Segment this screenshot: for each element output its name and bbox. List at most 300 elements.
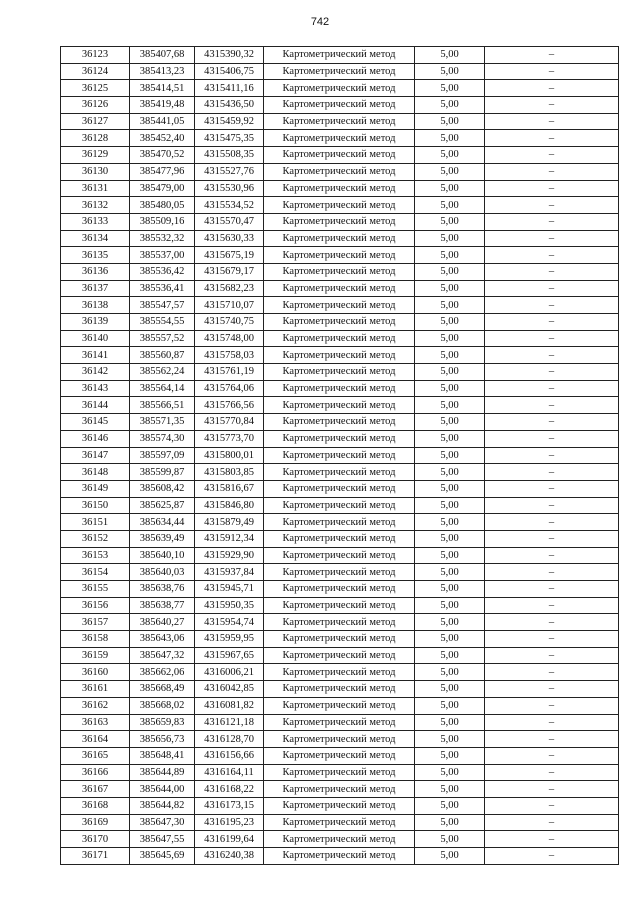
point-number-cell: 36129	[61, 147, 130, 164]
table-row	[61, 314, 619, 331]
note-cell: –	[485, 113, 619, 130]
method-cell: Картометрический метод	[264, 848, 415, 865]
method-cell: Картометрический метод	[264, 480, 415, 497]
x-coordinate-cell: 385647,32	[130, 647, 195, 664]
accuracy-cell: 5,00	[415, 530, 485, 547]
point-number-cell: 36123	[61, 47, 130, 64]
point-number-cell: 36141	[61, 347, 130, 364]
x-coordinate-cell: 385662,06	[130, 664, 195, 681]
x-coordinate-cell: 385560,87	[130, 347, 195, 364]
x-coordinate-cell: 385608,42	[130, 480, 195, 497]
x-coordinate-cell: 385557,52	[130, 330, 195, 347]
table-row	[61, 230, 619, 247]
method-cell: Картометрический метод	[264, 280, 415, 297]
table-row	[61, 764, 619, 781]
note-cell: –	[485, 380, 619, 397]
method-cell: Картометрический метод	[264, 197, 415, 214]
table-row	[61, 547, 619, 564]
point-number-cell: 36155	[61, 581, 130, 598]
point-number-cell: 36137	[61, 280, 130, 297]
method-cell: Картометрический метод	[264, 797, 415, 814]
note-cell: –	[485, 597, 619, 614]
coordinates-table	[60, 46, 619, 865]
point-number-cell: 36131	[61, 180, 130, 197]
accuracy-cell: 5,00	[415, 347, 485, 364]
point-number-cell: 36147	[61, 447, 130, 464]
x-coordinate-cell: 385597,09	[130, 447, 195, 464]
accuracy-cell: 5,00	[415, 80, 485, 97]
x-coordinate-cell: 385566,51	[130, 397, 195, 414]
page-number: 742	[310, 16, 330, 28]
point-number-cell: 36140	[61, 330, 130, 347]
table-row	[61, 247, 619, 264]
x-coordinate-cell: 385647,30	[130, 814, 195, 831]
table-row	[61, 364, 619, 381]
note-cell: –	[485, 263, 619, 280]
point-number-cell: 36126	[61, 97, 130, 114]
method-cell: Картометрический метод	[264, 464, 415, 481]
method-cell: Картометрический метод	[264, 47, 415, 64]
note-cell: –	[485, 330, 619, 347]
y-coordinate-cell: 4315679,17	[195, 263, 264, 280]
accuracy-cell: 5,00	[415, 848, 485, 865]
note-cell: –	[485, 197, 619, 214]
y-coordinate-cell: 4315879,49	[195, 514, 264, 531]
point-number-cell: 36136	[61, 263, 130, 280]
table-row	[61, 63, 619, 80]
point-number-cell: 36125	[61, 80, 130, 97]
method-cell: Картометрический метод	[264, 664, 415, 681]
note-cell: –	[485, 414, 619, 431]
accuracy-cell: 5,00	[415, 564, 485, 581]
method-cell: Картометрический метод	[264, 330, 415, 347]
note-cell: –	[485, 530, 619, 547]
table-row	[61, 180, 619, 197]
method-cell: Картометрический метод	[264, 247, 415, 264]
table-row	[61, 831, 619, 848]
x-coordinate-cell: 385644,89	[130, 764, 195, 781]
y-coordinate-cell: 4315710,07	[195, 297, 264, 314]
x-coordinate-cell: 385638,77	[130, 597, 195, 614]
point-number-cell: 36135	[61, 247, 130, 264]
note-cell: –	[485, 797, 619, 814]
table-row	[61, 414, 619, 431]
accuracy-cell: 5,00	[415, 414, 485, 431]
x-coordinate-cell: 385452,40	[130, 130, 195, 147]
note-cell: –	[485, 364, 619, 381]
note-cell: –	[485, 464, 619, 481]
table-row	[61, 848, 619, 865]
point-number-cell: 36152	[61, 530, 130, 547]
accuracy-cell: 5,00	[415, 163, 485, 180]
point-number-cell: 36168	[61, 797, 130, 814]
y-coordinate-cell: 4315411,16	[195, 80, 264, 97]
table-row	[61, 814, 619, 831]
x-coordinate-cell: 385477,96	[130, 163, 195, 180]
method-cell: Картометрический метод	[264, 564, 415, 581]
method-cell: Картометрический метод	[264, 781, 415, 798]
accuracy-cell: 5,00	[415, 63, 485, 80]
point-number-cell: 36170	[61, 831, 130, 848]
point-number-cell: 36134	[61, 230, 130, 247]
accuracy-cell: 5,00	[415, 113, 485, 130]
x-coordinate-cell: 385441,05	[130, 113, 195, 130]
note-cell: –	[485, 347, 619, 364]
point-number-cell: 36133	[61, 213, 130, 230]
method-cell: Картометрический метод	[264, 180, 415, 197]
x-coordinate-cell: 385547,57	[130, 297, 195, 314]
point-number-cell: 36148	[61, 464, 130, 481]
y-coordinate-cell: 4315682,23	[195, 280, 264, 297]
y-coordinate-cell: 4316156,66	[195, 747, 264, 764]
x-coordinate-cell: 385640,10	[130, 547, 195, 564]
accuracy-cell: 5,00	[415, 697, 485, 714]
point-number-cell: 36144	[61, 397, 130, 414]
table-row	[61, 263, 619, 280]
note-cell: –	[485, 447, 619, 464]
table-row	[61, 113, 619, 130]
accuracy-cell: 5,00	[415, 480, 485, 497]
method-cell: Картометрический метод	[264, 130, 415, 147]
accuracy-cell: 5,00	[415, 597, 485, 614]
table-row	[61, 80, 619, 97]
table-row	[61, 697, 619, 714]
point-number-cell: 36132	[61, 197, 130, 214]
point-number-cell: 36166	[61, 764, 130, 781]
table-row	[61, 280, 619, 297]
y-coordinate-cell: 4316081,82	[195, 697, 264, 714]
method-cell: Картометрический метод	[264, 814, 415, 831]
accuracy-cell: 5,00	[415, 614, 485, 631]
table-row	[61, 747, 619, 764]
method-cell: Картометрический метод	[264, 530, 415, 547]
method-cell: Картометрический метод	[264, 63, 415, 80]
y-coordinate-cell: 4316195,23	[195, 814, 264, 831]
point-number-cell: 36139	[61, 314, 130, 331]
y-coordinate-cell: 4316128,70	[195, 731, 264, 748]
accuracy-cell: 5,00	[415, 731, 485, 748]
accuracy-cell: 5,00	[415, 314, 485, 331]
table-row	[61, 163, 619, 180]
point-number-cell: 36156	[61, 597, 130, 614]
accuracy-cell: 5,00	[415, 581, 485, 598]
note-cell: –	[485, 230, 619, 247]
note-cell: –	[485, 814, 619, 831]
x-coordinate-cell: 385668,02	[130, 697, 195, 714]
note-cell: –	[485, 514, 619, 531]
x-coordinate-cell: 385571,35	[130, 414, 195, 431]
method-cell: Картометрический метод	[264, 263, 415, 280]
x-coordinate-cell: 385639,49	[130, 530, 195, 547]
x-coordinate-cell: 385536,42	[130, 263, 195, 280]
note-cell: –	[485, 831, 619, 848]
point-number-cell: 36163	[61, 714, 130, 731]
y-coordinate-cell: 4315912,34	[195, 530, 264, 547]
note-cell: –	[485, 97, 619, 114]
note-cell: –	[485, 297, 619, 314]
method-cell: Картометрический метод	[264, 614, 415, 631]
x-coordinate-cell: 385419,48	[130, 97, 195, 114]
accuracy-cell: 5,00	[415, 547, 485, 564]
table-row	[61, 480, 619, 497]
table-row	[61, 497, 619, 514]
table-row	[61, 380, 619, 397]
note-cell: –	[485, 664, 619, 681]
note-cell: –	[485, 280, 619, 297]
point-number-cell: 36167	[61, 781, 130, 798]
x-coordinate-cell: 385480,05	[130, 197, 195, 214]
table-row	[61, 213, 619, 230]
point-number-cell: 36145	[61, 414, 130, 431]
note-cell: –	[485, 647, 619, 664]
note-cell: –	[485, 180, 619, 197]
y-coordinate-cell: 4315527,76	[195, 163, 264, 180]
method-cell: Картометрический метод	[264, 297, 415, 314]
point-number-cell: 36154	[61, 564, 130, 581]
y-coordinate-cell: 4316173,15	[195, 797, 264, 814]
method-cell: Картометрический метод	[264, 831, 415, 848]
point-number-cell: 36130	[61, 163, 130, 180]
x-coordinate-cell: 385640,03	[130, 564, 195, 581]
accuracy-cell: 5,00	[415, 814, 485, 831]
x-coordinate-cell: 385625,87	[130, 497, 195, 514]
method-cell: Картометрический метод	[264, 213, 415, 230]
accuracy-cell: 5,00	[415, 364, 485, 381]
note-cell: –	[485, 581, 619, 598]
table-row	[61, 397, 619, 414]
table-row	[61, 464, 619, 481]
note-cell: –	[485, 147, 619, 164]
method-cell: Картометрический метод	[264, 747, 415, 764]
note-cell: –	[485, 163, 619, 180]
point-number-cell: 36171	[61, 848, 130, 865]
y-coordinate-cell: 4315758,03	[195, 347, 264, 364]
accuracy-cell: 5,00	[415, 464, 485, 481]
note-cell: –	[485, 247, 619, 264]
method-cell: Картометрический метод	[264, 113, 415, 130]
method-cell: Картометрический метод	[264, 697, 415, 714]
method-cell: Картометрический метод	[264, 347, 415, 364]
method-cell: Картометрический метод	[264, 163, 415, 180]
accuracy-cell: 5,00	[415, 647, 485, 664]
table-row	[61, 781, 619, 798]
x-coordinate-cell: 385470,52	[130, 147, 195, 164]
y-coordinate-cell: 4315630,33	[195, 230, 264, 247]
table-row	[61, 581, 619, 598]
method-cell: Картометрический метод	[264, 547, 415, 564]
note-cell: –	[485, 848, 619, 865]
x-coordinate-cell: 385659,83	[130, 714, 195, 731]
accuracy-cell: 5,00	[415, 664, 485, 681]
y-coordinate-cell: 4316164,11	[195, 764, 264, 781]
accuracy-cell: 5,00	[415, 197, 485, 214]
accuracy-cell: 5,00	[415, 714, 485, 731]
table-row	[61, 614, 619, 631]
table-row	[61, 530, 619, 547]
note-cell: –	[485, 497, 619, 514]
method-cell: Картометрический метод	[264, 597, 415, 614]
table-row	[61, 197, 619, 214]
point-number-cell: 36162	[61, 697, 130, 714]
method-cell: Картометрический метод	[264, 380, 415, 397]
accuracy-cell: 5,00	[415, 280, 485, 297]
table-row	[61, 664, 619, 681]
point-number-cell: 36150	[61, 497, 130, 514]
point-number-cell: 36165	[61, 747, 130, 764]
point-number-cell: 36151	[61, 514, 130, 531]
x-coordinate-cell: 385414,51	[130, 80, 195, 97]
y-coordinate-cell: 4315766,56	[195, 397, 264, 414]
note-cell: –	[485, 47, 619, 64]
method-cell: Картометрический метод	[264, 97, 415, 114]
x-coordinate-cell: 385648,41	[130, 747, 195, 764]
table-row	[61, 97, 619, 114]
method-cell: Картометрический метод	[264, 731, 415, 748]
y-coordinate-cell: 4315406,75	[195, 63, 264, 80]
y-coordinate-cell: 4315937,84	[195, 564, 264, 581]
y-coordinate-cell: 4315530,96	[195, 180, 264, 197]
table-row	[61, 330, 619, 347]
y-coordinate-cell: 4316121,18	[195, 714, 264, 731]
y-coordinate-cell: 4315761,19	[195, 364, 264, 381]
x-coordinate-cell: 385407,68	[130, 47, 195, 64]
table-row	[61, 631, 619, 648]
note-cell: –	[485, 480, 619, 497]
x-coordinate-cell: 385509,16	[130, 213, 195, 230]
accuracy-cell: 5,00	[415, 247, 485, 264]
note-cell: –	[485, 681, 619, 698]
point-number-cell: 36143	[61, 380, 130, 397]
x-coordinate-cell: 385413,23	[130, 63, 195, 80]
accuracy-cell: 5,00	[415, 147, 485, 164]
accuracy-cell: 5,00	[415, 447, 485, 464]
x-coordinate-cell: 385554,55	[130, 314, 195, 331]
point-number-cell: 36159	[61, 647, 130, 664]
y-coordinate-cell: 4315740,75	[195, 314, 264, 331]
y-coordinate-cell: 4315816,67	[195, 480, 264, 497]
accuracy-cell: 5,00	[415, 831, 485, 848]
accuracy-cell: 5,00	[415, 263, 485, 280]
point-number-cell: 36164	[61, 731, 130, 748]
y-coordinate-cell: 4316240,38	[195, 848, 264, 865]
note-cell: –	[485, 213, 619, 230]
table-row	[61, 130, 619, 147]
y-coordinate-cell: 4315770,84	[195, 414, 264, 431]
y-coordinate-cell: 4315508,35	[195, 147, 264, 164]
y-coordinate-cell: 4315459,92	[195, 113, 264, 130]
y-coordinate-cell: 4315436,50	[195, 97, 264, 114]
note-cell: –	[485, 314, 619, 331]
method-cell: Картометрический метод	[264, 80, 415, 97]
point-number-cell: 36146	[61, 430, 130, 447]
point-number-cell: 36158	[61, 631, 130, 648]
x-coordinate-cell: 385644,00	[130, 781, 195, 798]
y-coordinate-cell: 4315950,35	[195, 597, 264, 614]
table-row	[61, 47, 619, 64]
accuracy-cell: 5,00	[415, 397, 485, 414]
table-row	[61, 714, 619, 731]
coordinates-table-body	[61, 47, 619, 865]
note-cell: –	[485, 564, 619, 581]
point-number-cell: 36161	[61, 681, 130, 698]
point-number-cell: 36149	[61, 480, 130, 497]
accuracy-cell: 5,00	[415, 430, 485, 447]
note-cell: –	[485, 430, 619, 447]
accuracy-cell: 5,00	[415, 781, 485, 798]
table-row	[61, 681, 619, 698]
y-coordinate-cell: 4315929,90	[195, 547, 264, 564]
method-cell: Картометрический метод	[264, 631, 415, 648]
accuracy-cell: 5,00	[415, 230, 485, 247]
method-cell: Картометрический метод	[264, 764, 415, 781]
y-coordinate-cell: 4315764,06	[195, 380, 264, 397]
method-cell: Картометрический метод	[264, 414, 415, 431]
x-coordinate-cell: 385479,00	[130, 180, 195, 197]
method-cell: Картометрический метод	[264, 447, 415, 464]
point-number-cell: 36124	[61, 63, 130, 80]
y-coordinate-cell: 4315954,74	[195, 614, 264, 631]
accuracy-cell: 5,00	[415, 764, 485, 781]
y-coordinate-cell: 4315390,32	[195, 47, 264, 64]
note-cell: –	[485, 764, 619, 781]
method-cell: Картометрический метод	[264, 647, 415, 664]
y-coordinate-cell: 4315475,35	[195, 130, 264, 147]
y-coordinate-cell: 4315570,47	[195, 213, 264, 230]
table-row	[61, 447, 619, 464]
method-cell: Картометрический метод	[264, 497, 415, 514]
accuracy-cell: 5,00	[415, 797, 485, 814]
method-cell: Картометрический метод	[264, 230, 415, 247]
point-number-cell: 36128	[61, 130, 130, 147]
accuracy-cell: 5,00	[415, 297, 485, 314]
note-cell: –	[485, 714, 619, 731]
method-cell: Картометрический метод	[264, 514, 415, 531]
y-coordinate-cell: 4316006,21	[195, 664, 264, 681]
x-coordinate-cell: 385562,24	[130, 364, 195, 381]
x-coordinate-cell: 385638,76	[130, 581, 195, 598]
y-coordinate-cell: 4315534,52	[195, 197, 264, 214]
note-cell: –	[485, 781, 619, 798]
note-cell: –	[485, 747, 619, 764]
accuracy-cell: 5,00	[415, 213, 485, 230]
point-number-cell: 36169	[61, 814, 130, 831]
method-cell: Картометрический метод	[264, 147, 415, 164]
table-row	[61, 797, 619, 814]
accuracy-cell: 5,00	[415, 631, 485, 648]
y-coordinate-cell: 4315959,95	[195, 631, 264, 648]
note-cell: –	[485, 63, 619, 80]
y-coordinate-cell: 4315846,80	[195, 497, 264, 514]
method-cell: Картометрический метод	[264, 714, 415, 731]
accuracy-cell: 5,00	[415, 330, 485, 347]
accuracy-cell: 5,00	[415, 180, 485, 197]
accuracy-cell: 5,00	[415, 514, 485, 531]
note-cell: –	[485, 614, 619, 631]
accuracy-cell: 5,00	[415, 97, 485, 114]
accuracy-cell: 5,00	[415, 747, 485, 764]
table-row	[61, 514, 619, 531]
y-coordinate-cell: 4315675,19	[195, 247, 264, 264]
point-number-cell: 36127	[61, 113, 130, 130]
point-number-cell: 36142	[61, 364, 130, 381]
method-cell: Картометрический метод	[264, 397, 415, 414]
table-row	[61, 597, 619, 614]
x-coordinate-cell: 385647,55	[130, 831, 195, 848]
note-cell: –	[485, 731, 619, 748]
accuracy-cell: 5,00	[415, 130, 485, 147]
method-cell: Картометрический метод	[264, 314, 415, 331]
x-coordinate-cell: 385640,27	[130, 614, 195, 631]
